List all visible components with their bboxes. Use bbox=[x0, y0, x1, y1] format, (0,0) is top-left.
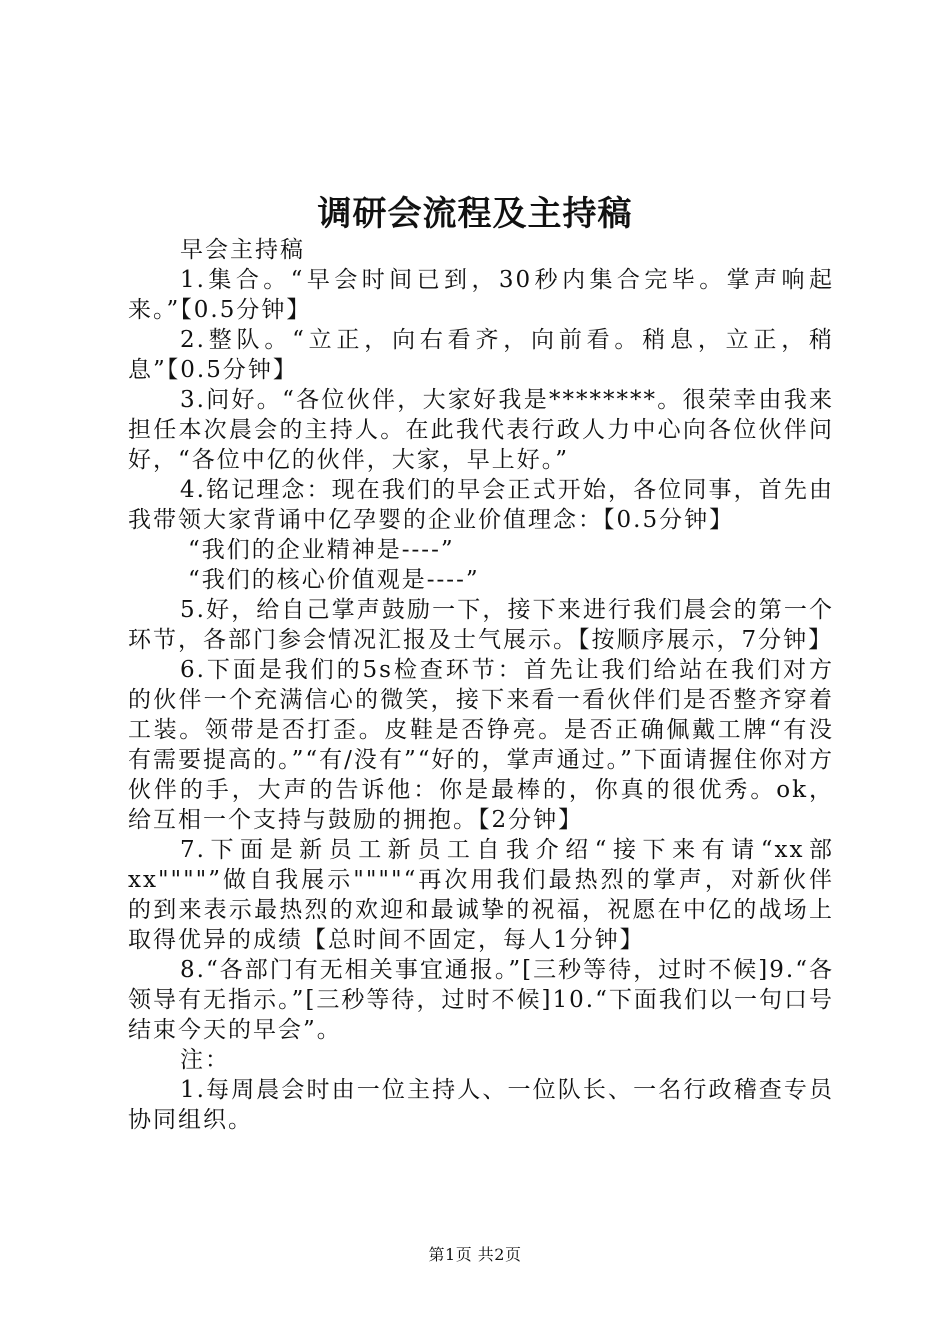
paragraph-step-7: 7.下面是新员工新员工自我介绍“接下来有请“xx部xx""""”做自我展示""""“再次用我们最热烈的掌声，对新伙伴的到来表示最热烈的欢迎和最诚挚的祝福，祝愿在中亿的战场上取得优异的成绩【总时间不固定，每人1分钟】 bbox=[128, 837, 834, 953]
document-body bbox=[128, 235, 834, 1135]
paragraph-note-1: 1.每周晨会时由一位主持人、一位队长、一名行政稽查专员协同组织。 bbox=[128, 1077, 834, 1133]
paragraph-quote-spirit: “我们的企业精神是----” bbox=[188, 537, 455, 563]
page-title: 调研会流程及主持稿 bbox=[317, 194, 633, 234]
paragraph-step-3: 3.问好。“各位伙伴，大家好我是********。很荣幸由我来担任本次晨会的主持人。在此我代表行政人力中心向各位伙伴问好，“各位中亿的伙伴，大家，早上好。” bbox=[128, 387, 834, 473]
paragraph-subtitle: 早会主持稿 bbox=[180, 237, 305, 263]
paragraph-note-label: 注： bbox=[180, 1047, 230, 1073]
paragraph-step-8-10: 8.“各部门有无相关事宜通报。”[三秒等待，过时不候]9.“各领导有无指示。”[三秒等待，过时不候]10.“下面我们以一句口号结束今天的早会”。 bbox=[128, 957, 834, 1043]
paragraph-step-4: 4.铭记理念：现在我们的早会正式开始，各位同事，首先由我带领大家背诵中亿孕婴的企业价值理念：【0.5分钟】 bbox=[128, 477, 834, 533]
page-footer: 第1页 共2页 bbox=[428, 1245, 522, 1264]
paragraph-quote-values: “我们的核心价值观是----” bbox=[188, 567, 480, 593]
paragraph-step-5: 5.好，给自己掌声鼓励一下，接下来进行我们晨会的第一个环节，各部门参会情况汇报及士气展示。【按顺序展示，7分钟】 bbox=[128, 597, 834, 653]
paragraph-step-1: 1.集合。“早会时间已到，30秒内集合完毕。掌声响起来。”【0.5分钟】 bbox=[128, 267, 834, 323]
paragraph-step-6: 6.下面是我们的5s检查环节：首先让我们给站在我们对方的伙伴一个充满信心的微笑，接下来看一看伙伴们是否整齐穿着工装。领带是否打歪。皮鞋是否铮亮。是否正确佩戴工牌“有没有需要提高的。”“有/没有”“好的，掌声通过。”下面请握住你对方伙伴的手，大声的告诉他：你是最棒的，你真的很优秀。ok，给互相一个支持与鼓励的拥抱。【2分钟】 bbox=[128, 657, 834, 833]
paragraph-step-2: 2.整队。“立正，向右看齐，向前看。稍息，立正，稍息”【0.5分钟】 bbox=[128, 327, 834, 383]
